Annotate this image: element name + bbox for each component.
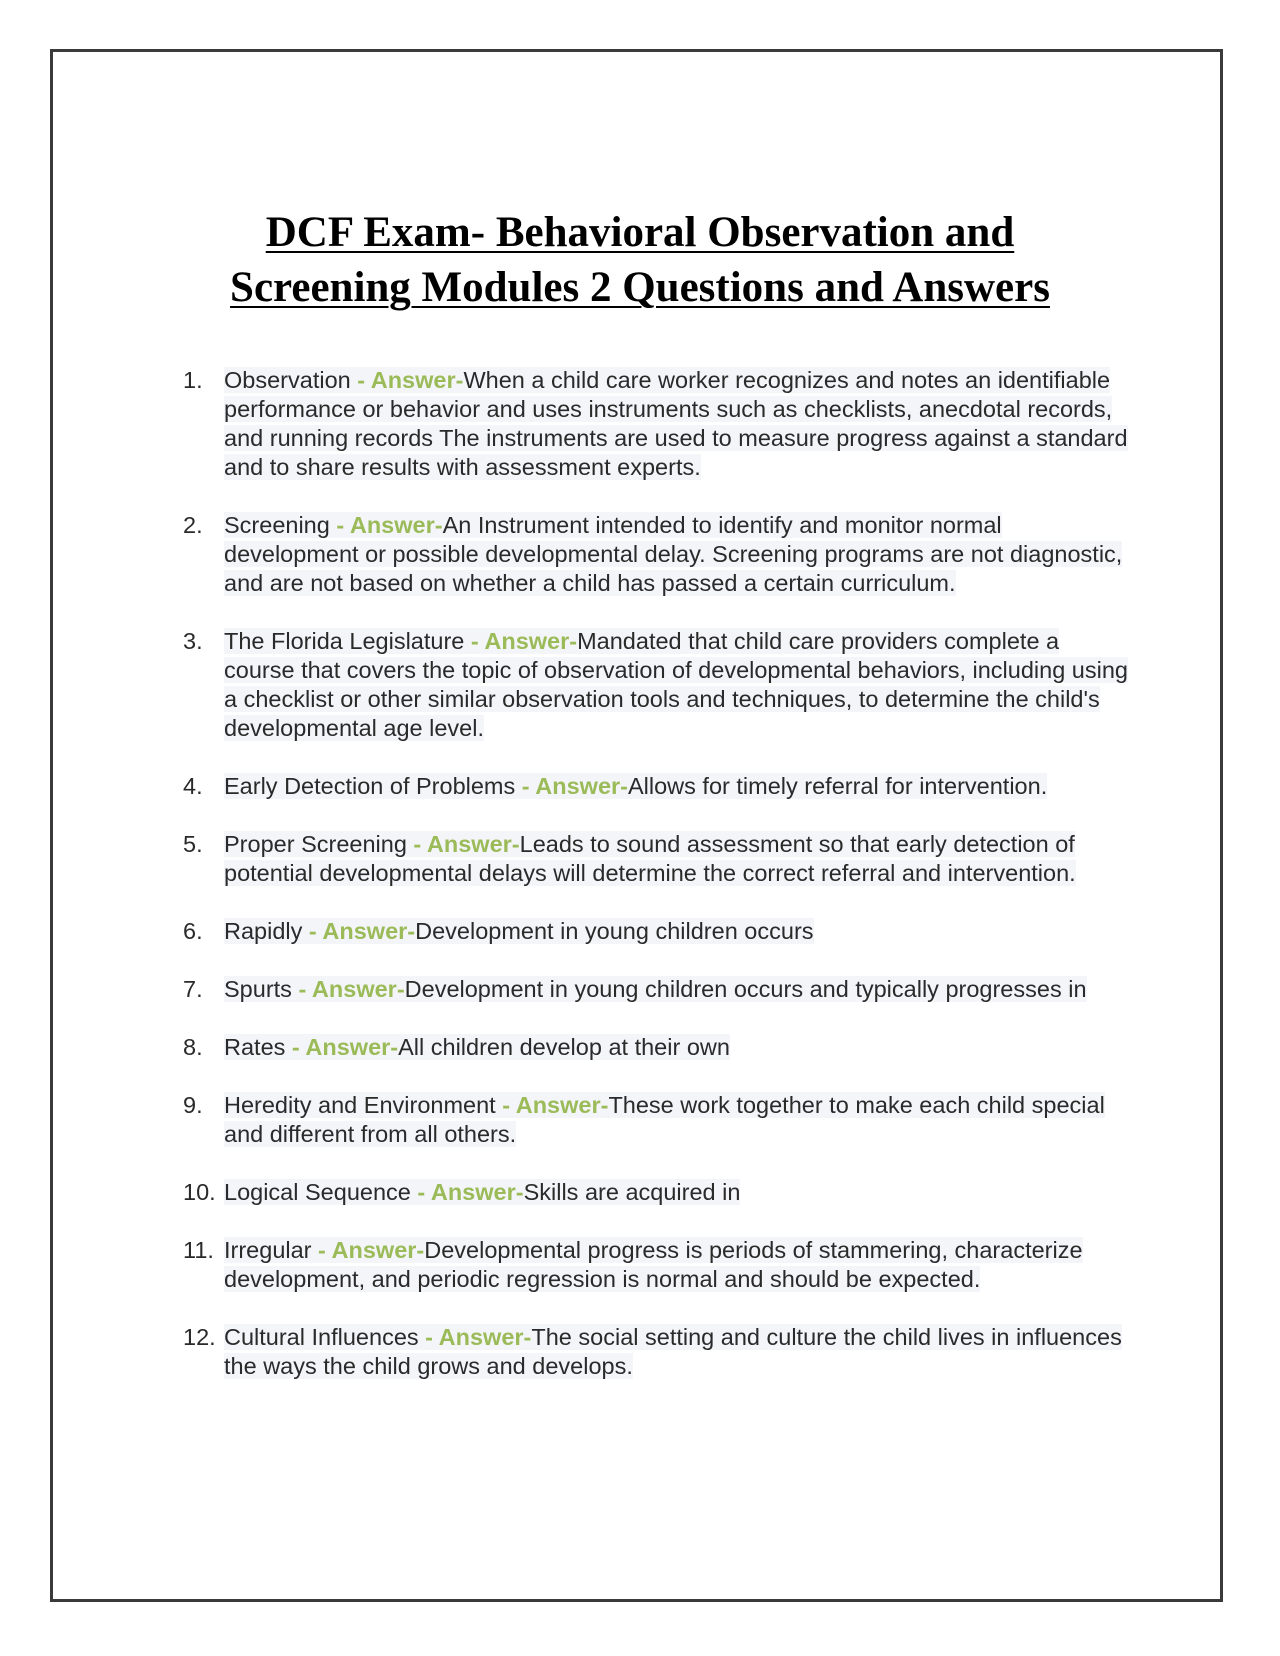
item-text: [224, 831, 1076, 886]
answer-label: - Answer-: [417, 1179, 524, 1205]
answer-label: - Answer-: [413, 831, 520, 857]
item-answer: Developmental progress is periods of stammering, characterize development, and periodic regression is normal and should be expected.: [224, 1237, 1083, 1292]
item-number: 8.: [183, 1034, 203, 1060]
answer-label: - Answer-: [470, 628, 578, 654]
list-item: [183, 1323, 1133, 1381]
list-item: [183, 917, 1133, 946]
list-item: [183, 1178, 1133, 1207]
item-term: Observation: [224, 367, 358, 393]
item-text: [224, 918, 814, 944]
qa-list: [183, 366, 1133, 1410]
answer-label: - Answer-: [298, 976, 405, 1002]
answer-label: - Answer-: [291, 1034, 399, 1060]
list-item: [183, 1033, 1133, 1062]
item-text: [224, 628, 1128, 741]
answer-label: - Answer-: [521, 773, 628, 799]
item-answer: The social setting and culture the child lives in influences the ways the child grows and develops.: [224, 1324, 1122, 1379]
item-term: Rates: [224, 1034, 292, 1060]
item-text: [224, 773, 1047, 799]
item-text: [224, 1179, 740, 1205]
item-text: [224, 1034, 730, 1060]
item-text: [224, 1324, 1122, 1379]
item-answer: When a child care worker recognizes and notes an identifiable performance or behavior and uses instruments such as checklists, anecdotal records, and running records The instruments are used to measure progress against a standard and to share results with assessment experts.: [224, 367, 1128, 480]
item-term: Proper Screening: [224, 831, 414, 857]
item-answer: An Instrument intended to identify and monitor normal development or possible developmental delay. Screening programs are not diagnostic, and are not based on whether a child has passed a certain curriculum.: [224, 512, 1123, 596]
list-item: [183, 627, 1133, 743]
item-answer: All children develop at their own: [398, 1034, 730, 1060]
list-item: [183, 772, 1133, 801]
item-number: 7.: [183, 976, 203, 1002]
item-term: Logical Sequence: [224, 1179, 418, 1205]
item-answer: Allows for timely referral for intervention.: [628, 773, 1048, 799]
item-number: 10.: [183, 1179, 216, 1205]
item-term: Cultural Influences: [224, 1324, 426, 1350]
answer-label: - Answer-: [425, 1324, 532, 1350]
item-term: Early Detection of Problems: [224, 773, 522, 799]
item-number: 9.: [183, 1092, 203, 1118]
title-line-2: Screening Modules 2 Questions and Answers: [230, 264, 1050, 311]
answer-label: - Answer-: [308, 918, 416, 944]
answer-label: - Answer-: [502, 1092, 609, 1118]
item-term: The Florida Legislature: [224, 628, 471, 654]
page-title: [0, 205, 1280, 315]
item-number: 4.: [183, 773, 203, 799]
answer-label: - Answer-: [357, 367, 464, 393]
item-text: [224, 976, 1087, 1002]
item-term: Irregular: [224, 1237, 319, 1263]
item-number: 2.: [183, 512, 203, 538]
item-answer: These work together to make each child special and different from all others.: [224, 1092, 1105, 1147]
item-answer: Skills are acquired in: [523, 1179, 741, 1205]
item-text: [224, 1237, 1083, 1292]
item-answer: Leads to sound assessment so that early detection of potential developmental delays will determine the correct referral and intervention.: [224, 831, 1076, 886]
item-answer: Development in young children occurs: [415, 918, 814, 944]
item-term: Spurts: [224, 976, 299, 1002]
title-line-1: DCF Exam- Behavioral Observation and: [265, 209, 1015, 256]
item-answer: Mandated that child care providers complete a course that covers the topic of observation of developmental behaviors, including using a checklist or other similar observation tools and techniques, to determine the child's developmental age level.: [224, 628, 1128, 741]
item-term: Heredity and Environment: [224, 1092, 503, 1118]
item-text: [224, 1092, 1105, 1147]
list-item: [183, 975, 1133, 1004]
item-number: 5.: [183, 831, 203, 857]
item-number: 11.: [183, 1237, 214, 1263]
item-text: [224, 367, 1128, 480]
item-number: 1.: [183, 367, 203, 393]
item-term: Rapidly: [224, 918, 309, 944]
list-item: [183, 1091, 1133, 1149]
answer-label: - Answer-: [336, 512, 443, 538]
list-item: [183, 511, 1133, 598]
item-number: 12.: [183, 1324, 216, 1350]
list-item: [183, 1236, 1133, 1294]
item-text: [224, 512, 1122, 596]
list-item: [183, 830, 1133, 888]
item-term: Screening: [224, 512, 337, 538]
item-answer: Development in young children occurs and typically progresses in: [404, 976, 1087, 1002]
answer-label: - Answer-: [318, 1237, 425, 1263]
list-item: [183, 366, 1133, 482]
item-number: 3.: [183, 628, 203, 654]
item-number: 6.: [183, 918, 203, 944]
